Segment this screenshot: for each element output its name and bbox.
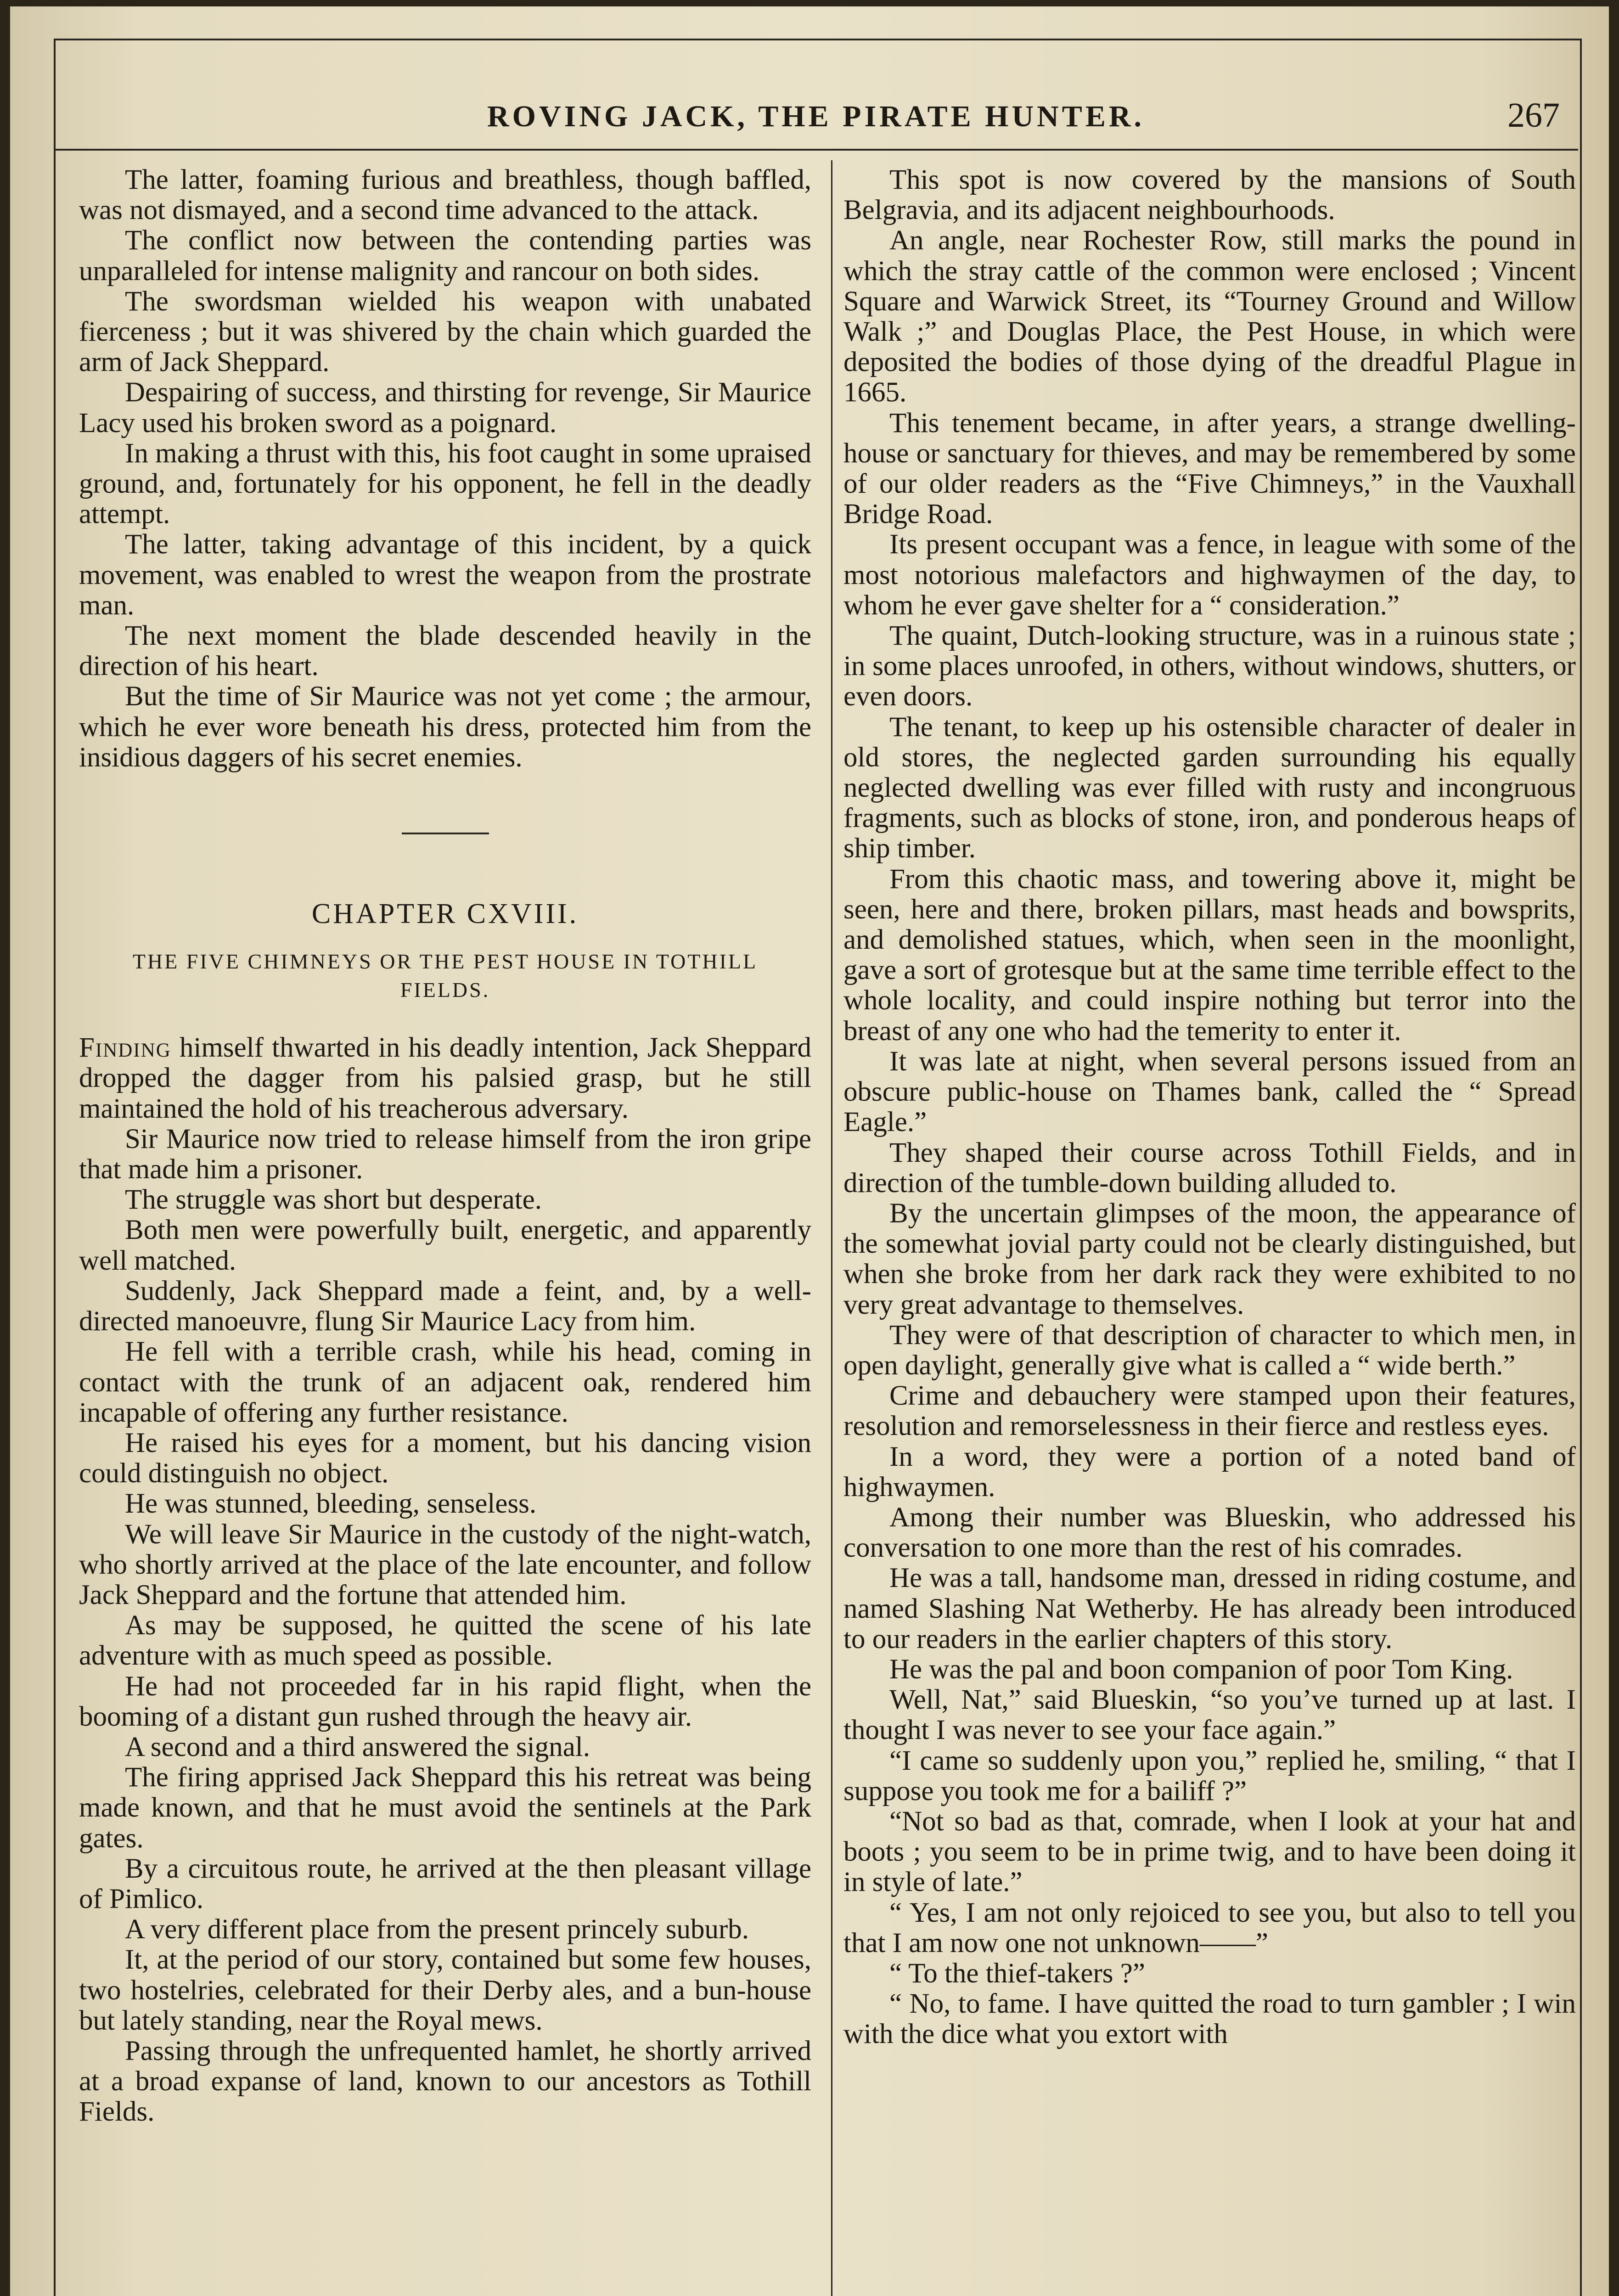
paragraph: But the time of Sir Maurice was not yet come ; the armour, which he ever wore beneath his dress, protected him from the insidious daggers of his secret enemies.	[79, 681, 811, 773]
paragraph: “ To the thief-takers ?”	[889, 1958, 1145, 1989]
paragraph: Both men were powerfully built, energetic, and apparently well matched.	[79, 1215, 811, 1276]
paragraph: He had not proceeded far in his rapid flight, when the booming of a distant gun rushed through the heavy air.	[79, 1671, 811, 1732]
paragraph: “ Yes, I am not only rejoiced to see you, but also to tell you that I am now one not unknown——”	[843, 1897, 1576, 1958]
paragraph: It was late at night, when several persons issued from an obscure public-house on Thames bank, called the “ Spread Eagle.”	[843, 1046, 1576, 1138]
paragraph: Despairing of success, and thirsting for revenge, Sir Maurice Lacy used his broken sword as a poignard.	[79, 377, 811, 439]
paragraph: He was stunned, bleeding, senseless.	[125, 1488, 537, 1519]
paragraph: He raised his eyes for a moment, but his dancing vision could distinguish no object.	[79, 1427, 811, 1489]
paragraph: Passing through the unfrequented hamlet, he shortly arrived at a broad expanse of land, known to our ancestors as Tothill Fields.	[79, 2035, 811, 2127]
paragraph: He was a tall, handsome man, dressed in riding costume, and named Slashing Nat Wetherby. He has already been introduced to our readers in the earlier chapters of this story.	[843, 1563, 1576, 1654]
paragraph: By the uncertain glimpses of the moon, the appearance of the somewhat jovial party could not be clearly distinguished, but when she broke from her dark rack they were exhibited to no very great advantage to themselves.	[843, 1198, 1576, 1320]
paragraph: The struggle was short but desperate.	[125, 1184, 542, 1216]
chapter-subtitle: THE FIVE CHIMNEYS OR THE PEST HOUSE IN TOTHILL FIELDS.	[132, 950, 758, 1002]
paragraph: The next moment the blade descended heavily in the direction of his heart.	[79, 620, 811, 682]
paragraph: The latter, taking advantage of this incident, by a quick movement, was enabled to wrest the weapon from the prostrate man.	[79, 529, 811, 621]
left-paragraphs-before	[79, 165, 811, 773]
paragraph: “I came so suddenly upon you,” replied he, smiling, “ that I suppose you took me for a bailiff ?”	[843, 1745, 1576, 1806]
paragraph: The tenant, to keep up his ostensible character of dealer in old stores, the neglected garden surrounding his equally neglected dwelling was ever filled with rusty and incongruous fragments, such as blocks of stone, iron, and ponderous heaps of ship timber.	[843, 711, 1576, 864]
paragraph: From this chaotic mass, and towering above it, might be seen, here and there, broken pillars, mast heads and bowsprits, and demolished statues, which, when seen in the moonlight, gave a sort of grotesque but at the same time terrible effect to the whole locality, and could inspire nothing but terror into the breast of any one who had the temerity to enter it.	[843, 863, 1576, 1047]
paragraph: The swordsman wielded his weapon with unabated fierceness ; but it was shivered by the chain which guarded the arm of Jack Sheppard.	[79, 286, 811, 378]
left-column	[79, 165, 811, 2127]
paragraph: An angle, near Rochester Row, still marks the pound in which the stray cattle of the common were enclosed ; Vincent Square and Warwick Street, its “Tourney Ground and Willow Walk ;” and Douglas Place, the Pest House, in which were deposited the bodies of those dying of the dreadful Plague in 1665.	[843, 225, 1576, 408]
paragraph: The firing apprised Jack Sheppard this his retreat was being made known, and that he must avoid the sentinels at the Park gates.	[79, 1762, 811, 1854]
chapter-opening-paragraph	[79, 1033, 811, 1124]
right-column	[843, 165, 1576, 2050]
paragraph: Suddenly, Jack Sheppard made a feint, and, by a well-directed manoeuvre, flung Sir Maurice Lacy from him.	[79, 1275, 811, 1337]
paragraph: “ No, to fame. I have quitted the road to turn gambler ; I win with the dice what you extort with	[843, 1988, 1576, 2050]
paragraph: The latter, foaming furious and breathless, though baffled, was not dismayed, and a second time advanced to the attack.	[79, 164, 811, 226]
page-header	[54, 80, 1578, 151]
opening-paragraph-text: himself thwarted in his deadly intention, Jack Sheppard dropped the dagger from his palsied grasp, but he still maintained the hold of his treacherous adversary.	[79, 1032, 811, 1124]
running-title: ROVING JACK, THE PIRATE HUNTER.	[487, 100, 1145, 133]
paragraph: Sir Maurice now tried to release himself from the iron gripe that made him a prisoner.	[79, 1123, 811, 1185]
page-number: 267	[1507, 96, 1560, 135]
paragraph: Among their number was Blueskin, who addressed his conversation to one more than the rest of his comrades.	[843, 1502, 1576, 1564]
paragraph: It, at the period of our story, contained but some few houses, two hostelries, celebrated for their Derby ales, and a bun-house but lately standing, near the Royal mews.	[79, 1944, 811, 2036]
section-separator	[402, 833, 489, 834]
paragraph: He fell with a terrible crash, while his head, coming in contact with the trunk of an adjacent oak, rendered him incapable of offering any further resistance.	[79, 1336, 811, 1428]
paragraph: Its present occupant was a fence, in league with some of the most notorious malefactors and highwaymen of the day, to whom he ever gave shelter for a “ consideration.”	[843, 529, 1576, 621]
paragraph: “Not so bad as that, comrade, when I look at your hat and boots ; you seem to be in prime twig, and to have been doing it in style of late.”	[843, 1806, 1576, 1898]
paragraph: We will leave Sir Maurice in the custody of the night-watch, who shortly arrived at the place of the late encounter, and follow Jack Sheppard and the fortune that attended him.	[79, 1519, 811, 1610]
right-paragraphs	[843, 165, 1576, 2050]
paragraph: Crime and debauchery were stamped upon their features, resolution and remorselessness in their fierce and restless eyes.	[843, 1380, 1576, 1442]
paragraph: The quaint, Dutch-looking structure, was in a ruinous state ; in some places unroofed, in others, without windows, shutters, or even doors.	[843, 620, 1576, 712]
paragraph: As may be supposed, he quitted the scene of his late adventure with as much speed as possible.	[79, 1610, 811, 1671]
paragraph: He was the pal and boon companion of poor Tom King.	[889, 1654, 1513, 1685]
opening-word: Finding	[79, 1032, 171, 1064]
paragraph: In making a thrust with this, his foot caught in some upraised ground, and, fortunately for his opponent, he fell in the deadly attempt.	[79, 438, 811, 530]
left-paragraphs-after	[79, 1124, 811, 2127]
paragraph: In a word, they were a portion of a noted band of highwaymen.	[843, 1441, 1576, 1503]
paragraph: Well, Nat,” said Blueskin, “so you’ve turned up at last. I thought I was never to see your face again.”	[843, 1684, 1576, 1746]
chapter-title: CHAPTER CXVIII.	[311, 898, 579, 930]
paragraph: They were of that description of character to which men, in open daylight, generally give what is called a “ wide berth.”	[843, 1319, 1576, 1381]
paragraph: A very different place from the present princely suburb.	[125, 1914, 749, 1945]
magazine-page	[10, 6, 1609, 2296]
paragraph: A second and a third answered the signal.	[125, 1731, 590, 1762]
paragraph: This spot is now covered by the mansions of South Belgravia, and its adjacent neighbourhoods.	[843, 164, 1576, 226]
paragraph: They shaped their course across Tothill Fields, and in direction of the tumble-down building alluded to.	[843, 1137, 1576, 1199]
paragraph: By a circuitous route, he arrived at the then pleasant village of Pimlico.	[79, 1853, 811, 1914]
column-divider	[831, 160, 832, 2296]
paragraph: This tenement became, in after years, a strange dwelling-house or sanctuary for thieves, and may be remembered by some of our older readers as the “Five Chimneys,” in the Vauxhall Bridge Road.	[843, 407, 1576, 530]
paragraph: The conflict now between the contending parties was unparalleled for intense malignity and rancour on both sides.	[79, 225, 811, 287]
